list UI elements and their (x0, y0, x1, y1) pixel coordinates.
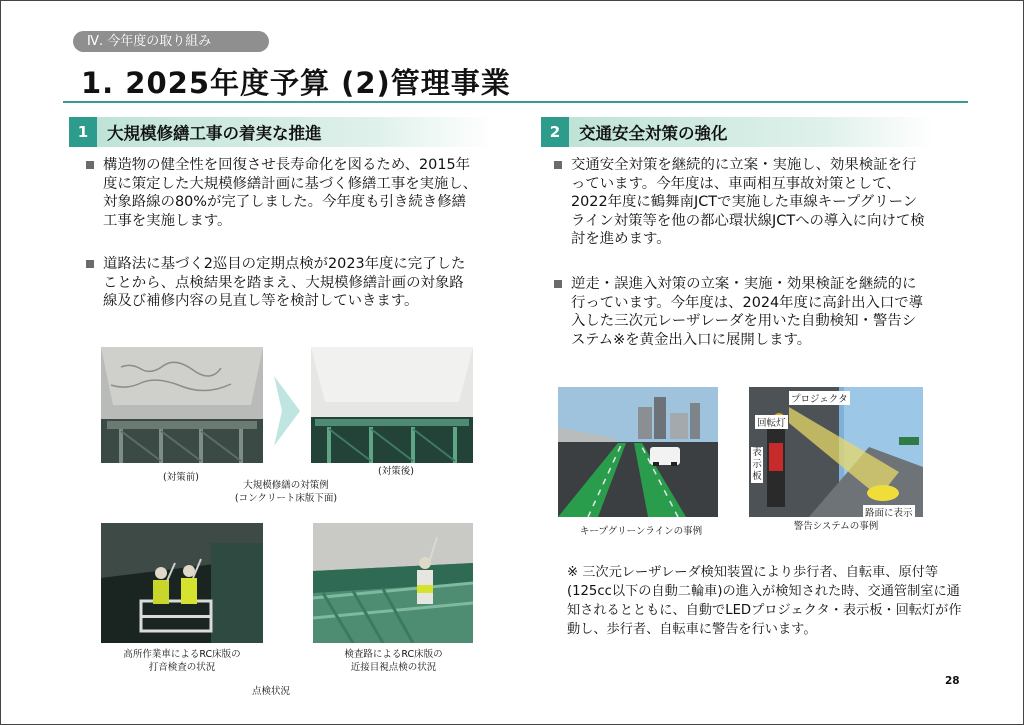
section-1-bullet-1-text: 構造物の健全性を回復させ長寿命化を図るため、2015年度に策定した大規模修繕計画に基づく修繕工事を実施し、対象路線の80%が完了しました。今年度も引き続き修繕工事を実施します。 (103, 157, 478, 229)
caption-before: (対策前) (163, 472, 199, 483)
caption-walkway-line1: 検査路によるRC床版の (344, 649, 443, 660)
section-1-bullet-2 (103, 255, 478, 311)
section-1-bullet-1 (103, 156, 478, 230)
photo-after-repair (311, 347, 473, 463)
caption-repair-example-line2: (コンクリート床版下面) (234, 493, 338, 504)
bullet-square-icon (86, 161, 94, 169)
photo-before-repair (101, 347, 263, 463)
section-2-bullet-2-text: 逆走・誤進入対策の立案・実施・効果検証を継続的に行っています。今年度は、2024年度に高針出入口で導入した三次元レーザレーダを用いた自動検知・警告システム※を黄金出入口に展開します。 (571, 276, 924, 348)
chapter-label: Ⅳ. 今年度の取り組み (73, 31, 269, 52)
caption-inspection-status: 点検状況 (251, 686, 290, 697)
photo-warning-system (749, 387, 923, 517)
section-1-number: 1 (69, 117, 97, 147)
label-projector: プロジェクタ (789, 391, 850, 405)
caption-green-line: キープグリーンラインの事例 (579, 526, 703, 537)
label-road-display: 路面に表示 (863, 505, 915, 517)
page-title: 1. 2025年度予算 (2)管理事業 (81, 66, 511, 100)
caption-warning-system: 警告システムの事例 (793, 521, 879, 532)
caption-walkway-line2: 近接目視点検の状況 (350, 662, 437, 673)
bullet-square-icon (554, 280, 562, 288)
section-2-header (541, 117, 933, 147)
section-2-title: 交通安全対策の強化 (569, 117, 933, 147)
bullet-square-icon (86, 260, 94, 268)
section-1-bullet-2-text: 道路法に基づく2巡目の定期点検が2023年度に完了したことから、点検結果を踏まえ、大規模修繕計画の対象路線及び補修内容の見直し等を検討していきます。 (103, 256, 466, 309)
section-1-title: 大規模修繕工事の着実な推進 (97, 117, 493, 147)
section-2-number: 2 (541, 117, 569, 147)
label-display-board: 表示板 (752, 447, 762, 482)
caption-aerial-line1: 高所作業車によるRC床版の (123, 649, 241, 660)
caption-repair-example-line1: 大規模修繕の対策例 (243, 480, 329, 491)
bullet-square-icon (554, 161, 562, 169)
caption-aerial-line2: 打音検査の状況 (148, 662, 216, 673)
photo-aerial-inspection (101, 523, 263, 643)
footnote: ※ 三次元レーザレーダ検知装置により歩行者、自転車、原付等(125cc以下の自動二輪車)の進入が検知された時、交通管制室に通知されるとともに、自動でLEDプロジェクタ・表示板・回転灯が作動し、歩行者、自転車に警告を行います。 (567, 565, 962, 637)
section-2-bullet-1-text: 交通安全対策を継続的に立案・実施し、効果検証を行っています。今年度は、車両相互事故対策として、2022年度に鶴舞南JCTで実施した車線キープグリーンライン対策等を他の都心環状線JCTへの導入に向けて検討を進めます。 (571, 157, 925, 247)
caption-repair-example (216, 479, 356, 505)
title-divider (63, 101, 968, 103)
caption-walkway-inspection (311, 648, 476, 674)
photo-keep-green-line (558, 387, 718, 517)
label-rotating-light: 回転灯 (755, 415, 788, 429)
page-number: 28 (945, 675, 960, 687)
caption-aerial-inspection (97, 648, 267, 674)
arrow-right-icon (274, 376, 300, 446)
photo-walkway-inspection (313, 523, 473, 643)
section-2-bullet-1 (571, 156, 926, 249)
section-2-bullet-2 (571, 275, 926, 349)
section-1-header (69, 117, 493, 147)
caption-after: (対策後) (378, 466, 414, 477)
